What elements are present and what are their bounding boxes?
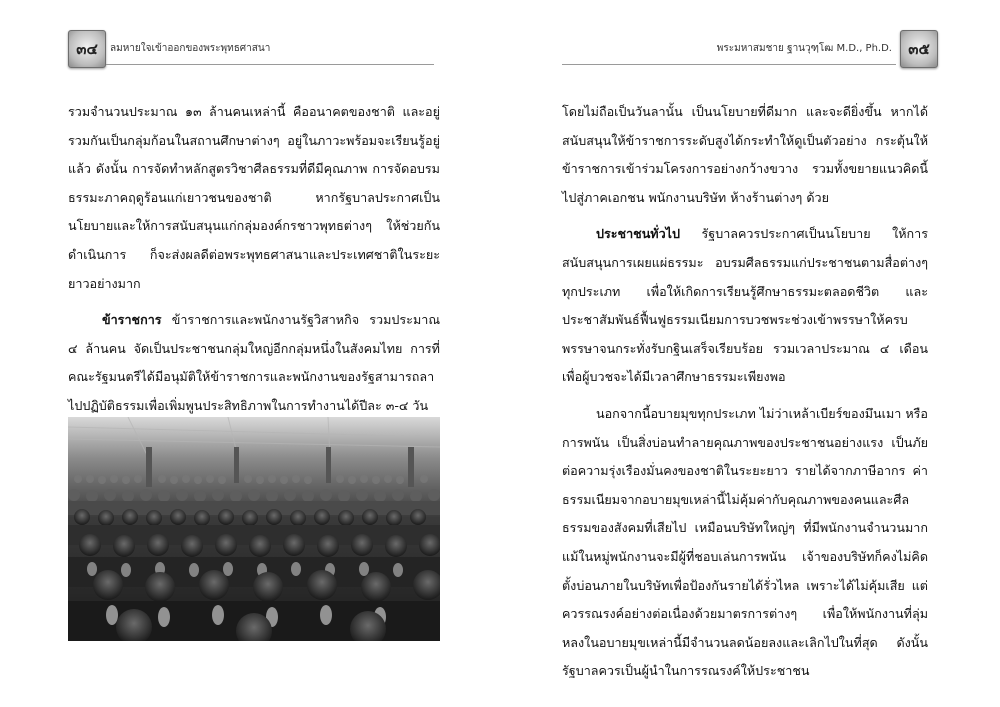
page-number-badge-left xyxy=(68,30,106,68)
page-number-badge-right xyxy=(900,30,938,68)
meditation-photo xyxy=(68,417,440,641)
right-body-text xyxy=(562,98,928,694)
header-rule-right xyxy=(562,64,896,65)
left-paragraph-2-text: ข้าราชการและพนักงานรัฐวิสาหกิจ รวมประมาณ ๔ ล้านคน จัดเป็นประชาชนกลุ่มใหญ่อีกกลุ่มหนึ่งในสังคมไทย การที่คณะรัฐมนตรีได้มีอนุมัติให้ข้าราชการและพนักงานของรัฐสามารถลาไปปฏิบัติธรรมเพื่อเพิ่มพูนประสิทธิภาพในการทำงานได้ปีละ ๓-๔ วัน xyxy=(68,312,440,413)
running-head-right: พระมหาสมชาย ฐานวุฑฺโฒ M.D., Ph.D. xyxy=(716,43,892,54)
page-number-left: ๓๔ xyxy=(76,40,98,58)
header-rule-left xyxy=(106,64,434,65)
left-paragraph-2 xyxy=(68,306,440,420)
page-number-right: ๓๕ xyxy=(908,40,930,58)
left-body-text xyxy=(68,98,440,429)
photo-illustration xyxy=(68,417,440,641)
right-paragraph-2 xyxy=(562,220,928,392)
running-head-left: ลมหายใจเข้าออกของพระพุทธศาสนา xyxy=(110,43,271,54)
left-paragraph-1: รวมจำนวนประมาณ ๑๓ ล้านคนเหล่านี้ คืออนาคตของชาติ และอยู่รวมกันเป็นกลุ่มก้อนในสถานศึกษาต่างๆ อยู่ในภาวะพร้อมจะเรียนรู้อยู่แล้ว ดังนั้น การจัดทำหลักสูตรวิชาศีลธรรมที่ดีมีคุณภาพ การจัดอบรมธรรมะภาคฤดูร้อนแก่เยาวชนของชาติ หากรัฐบาลประกาศเป็นนโยบายและให้การสนับสนุนแก่กลุ่มองค์กรชาวพุทธต่างๆ ให้ช่วยกันดำเนินการ ก็จะส่งผลดีต่อพระพุทธศาสนาและประเทศชาติในระยะยาวอย่างมาก xyxy=(68,104,440,291)
section-heading-civil-servants: ข้าราชการ xyxy=(102,312,162,328)
right-paragraph-1: โดยไม่ถือเป็นวันลานั้น เป็นนโยบายที่ดีมาก และจะดียิ่งขึ้น หากได้สนับสนุนให้ข้าราชการระดับสูงได้กระทำให้ดูเป็นตัวอย่าง กระตุ้นให้ข้าราชการเข้าร่วมโครงการอย่างกว้างขวาง รวมทั้งขยายแนวคิดนี้ไปสู่ภาคเอกชน พนักงานบริษัท ห้างร้านต่างๆ ด้วย xyxy=(562,104,928,205)
section-heading-general-public: ประชาชนทั่วไป xyxy=(596,226,680,242)
right-paragraph-3: นอกจากนี้อบายมุขทุกประเภท ไม่ว่าเหล้าเบียร์ของมึนเมา หรือการพนัน เป็นสิ่งบ่อนทำลายคุณภาพของประชาชนอย่างแรง เป็นภัยต่อความรุ่งเรืองมั่นคงของชาติในระยะยาว รายได้จากภาษีอากร ค่าธรรมเนียมจากอบายมุขเหล่านี้ไม่คุ้มค่ากับคุณภาพของคนและศีลธรรมของสังคมที่เสียไป เหมือนบริษัทใหญ่ๆ ที่มีพนักงานจำนวนมาก แม้ในหมู่พนักงานจะมีผู้ที่ชอบเล่นการพนัน เจ้าของบริษัทก็คงไม่คิดตั้งบ่อนภายในบริษัทเพื่อป้องกันรายได้รั่วไหล เพราะได้ไม่คุ้มเสีย แต่ควรรณรงค์อย่างต่อเนื่องด้วยมาตรการต่างๆ เพื่อให้พนักงานที่ลุ่มหลงในอบายมุขเหล่านี้มีจำนวนลดน้อยลงและเลิกไปในที่สุด ดังนั้นรัฐบาลควรเป็นผู้นำในการรณรงค์ให้ประชาชน xyxy=(562,405,928,679)
right-paragraph-2-text: รัฐบาลควรประกาศเป็นนโยบาย ให้การสนับสนุนการเผยแผ่ธรรมะ อบรมศีลธรรมแก่ประชาชนตามสื่อต่างๆ ทุกประเภท เพื่อให้เกิดการเรียนรู้ศึกษาธรรมะตลอดชีวิต และประชาสัมพันธ์ฟื้นฟูธรรมเนียมการบวชพระช่วงเข้าพรรษาให้ครบพรรษาจนกระทั่งรับกฐินเสร็จเรียบร้อย รวมเวลาประมาณ ๔ เดือน เพื่อผู้บวชจะได้มีเวลาศึกษาธรรมะเพียงพอ xyxy=(562,226,928,385)
right-page xyxy=(500,0,1000,707)
